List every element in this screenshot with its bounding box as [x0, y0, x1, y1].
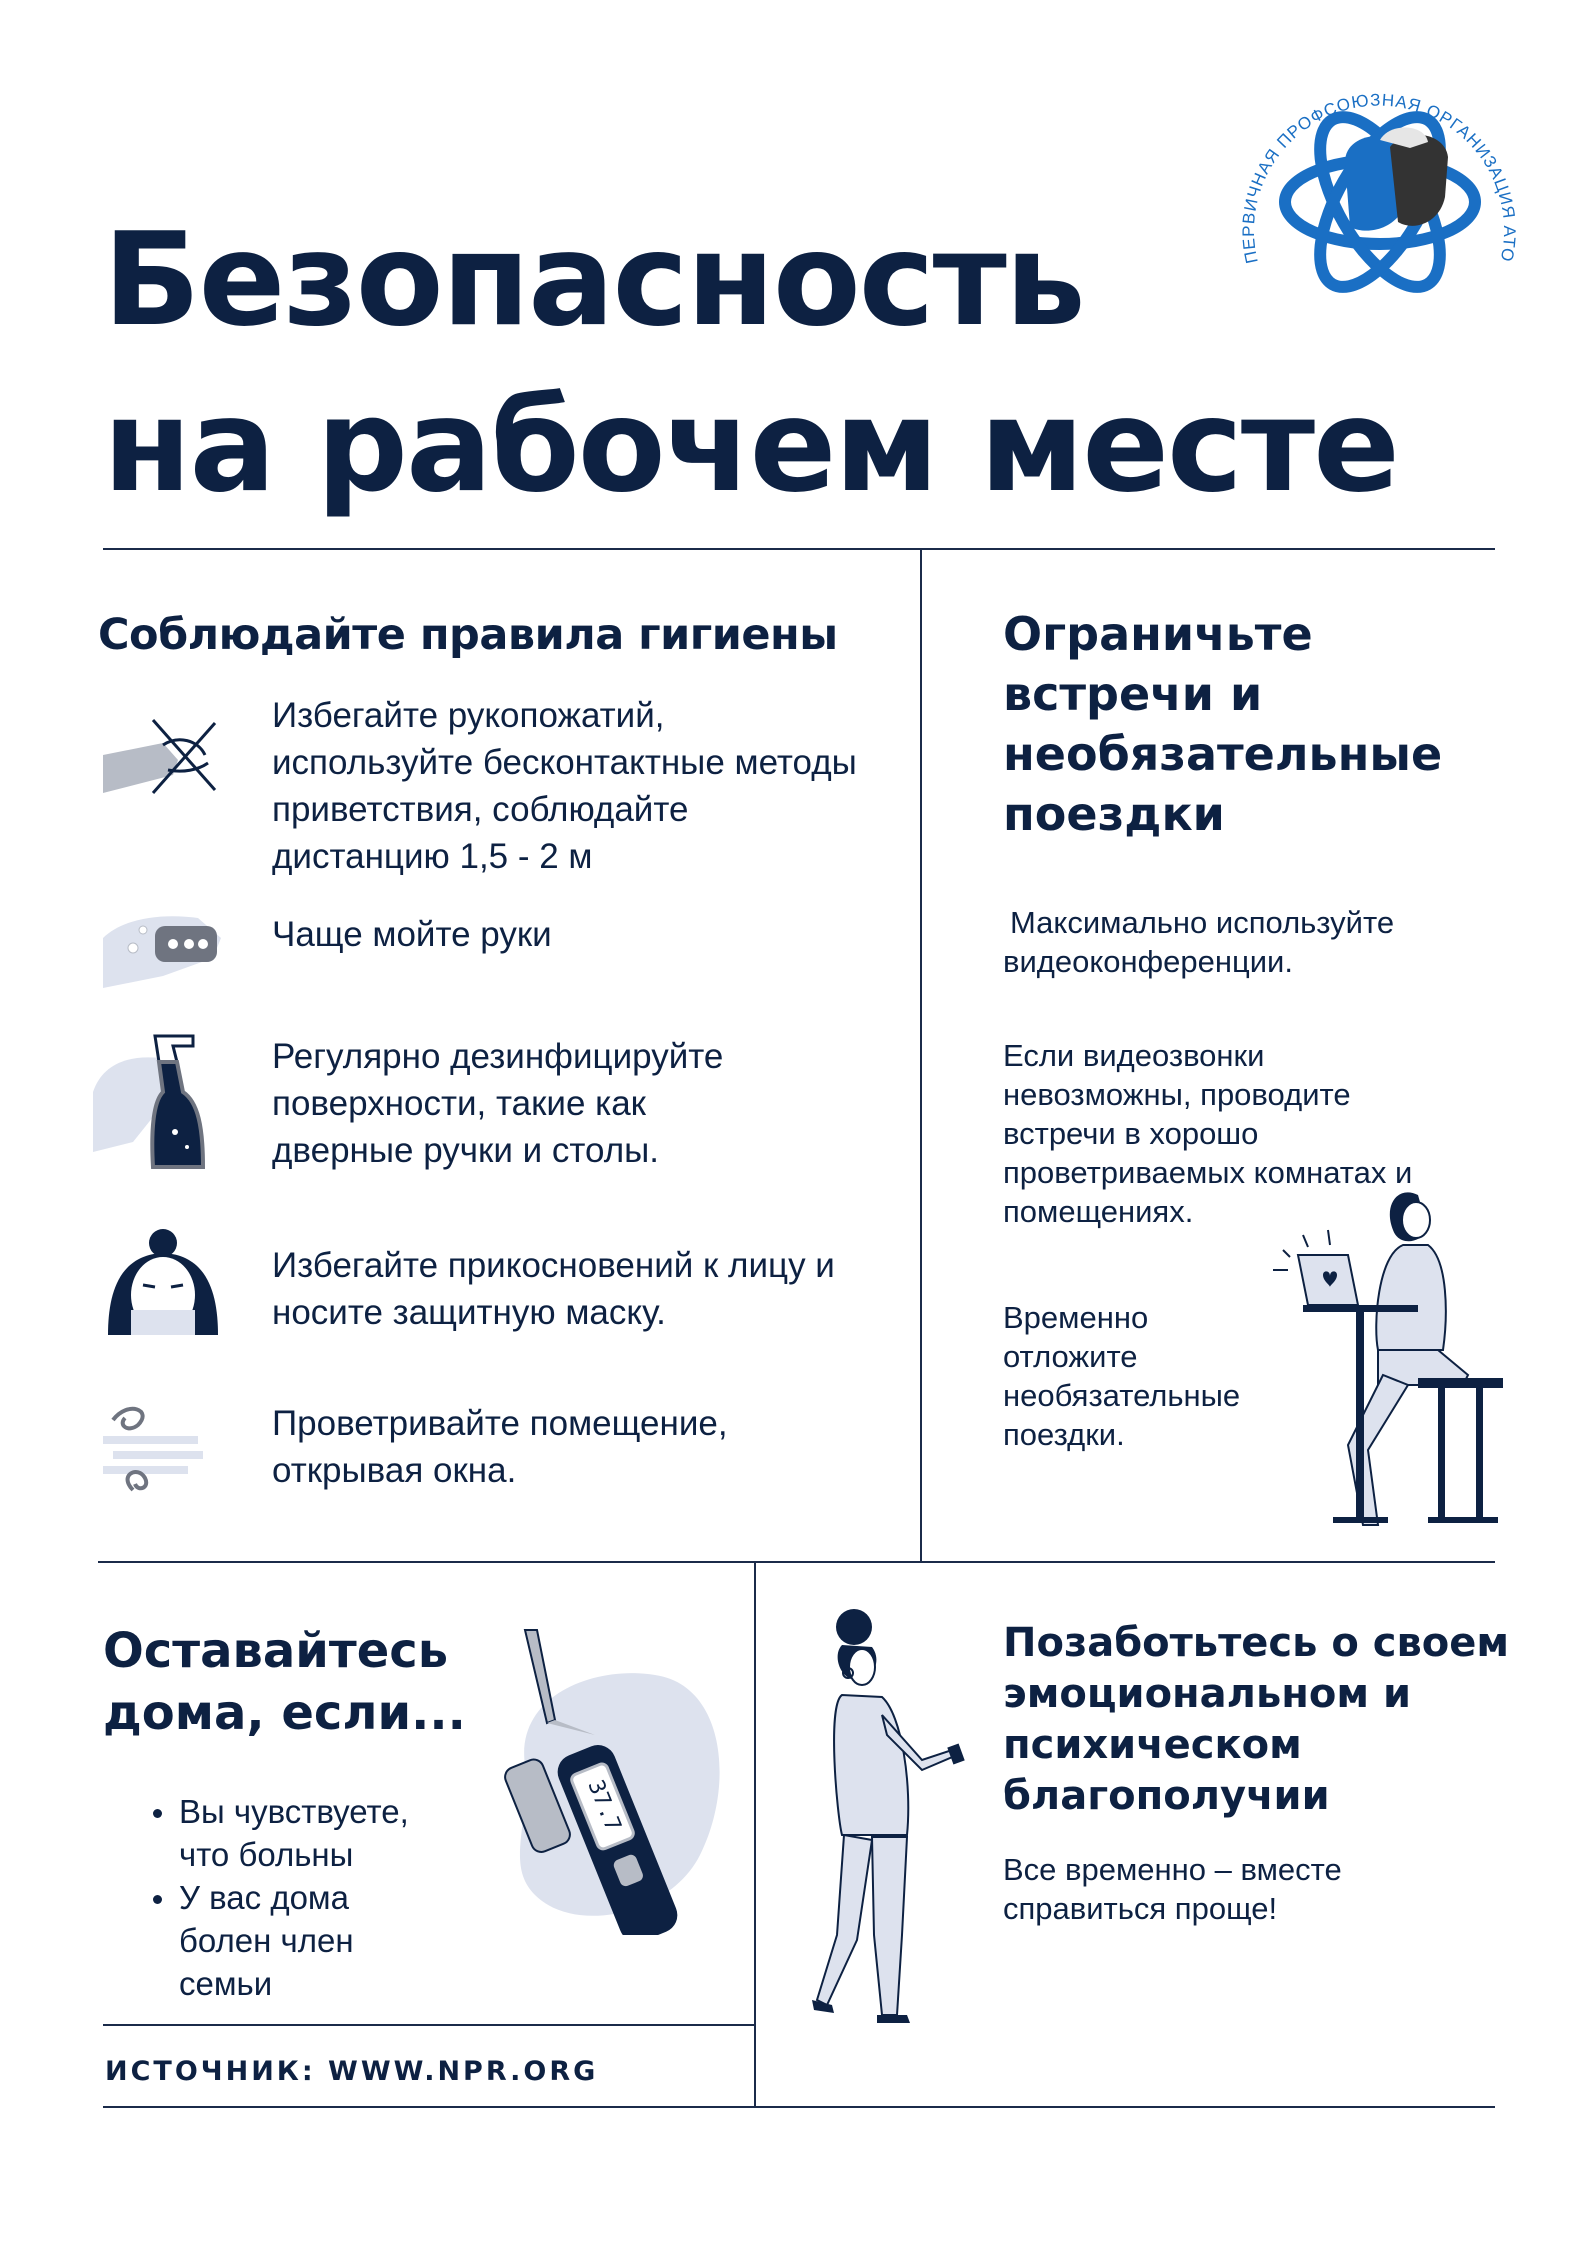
divider-vertical-top — [920, 548, 922, 1562]
hygiene-item-disinfect: Регулярно дезинфицируйте поверхности, такие как дверные ручки и столы. — [272, 1037, 724, 1170]
meetings-paragraph-1: Максимально используйте видеоконференции. — [1003, 905, 1395, 979]
spray-bottle-icon — [93, 1032, 213, 1172]
stay-home-list — [103, 1790, 503, 2005]
logo-ring-text: ПЕРВИЧНАЯ ПРОФСОЮЗНАЯ ОРГАНИЗАЦИЯ АТО — [1238, 90, 1520, 266]
meetings-paragraph-2: Если видеозвонки невозможны, проводите встречи в хорошо проветриваемых комнатах и помещениях. — [1003, 1038, 1413, 1229]
hygiene-item-face: Избегайте прикосновений к лицу и носите защитную маску. — [272, 1246, 835, 1332]
hygiene-item-ventilate: Проветривайте помещение, открывая окна. — [272, 1404, 728, 1490]
meetings-paragraph-3: Временно отложите необязательные поездки. — [1003, 1300, 1241, 1452]
hygiene-heading: Соблюдайте правила гигиены — [98, 610, 838, 660]
divider-top — [103, 548, 1495, 550]
walking-woman-illustration — [812, 1605, 977, 2040]
divider-bottom — [103, 2106, 1495, 2108]
face-mask-icon — [103, 1225, 223, 1340]
hygiene-item-handshake: Избегайте рукопожатий, используйте бесконтактные методы приветствия, соблюдайте дистанцию 1,5 - 2 м — [272, 696, 857, 876]
air-flow-icon — [103, 1400, 213, 1500]
woman-laptop-illustration — [1268, 1175, 1508, 1540]
title-line-2: на рабочем месте — [103, 372, 1398, 521]
no-handshake-icon — [103, 715, 218, 805]
list-item: Вы чувствуете, что больны — [103, 1790, 409, 1876]
wellbeing-heading: Позаботьтесь о своем эмоциональном и психическом благополучии — [1003, 1620, 1510, 1819]
title-line-1: Безопасность — [103, 206, 1084, 355]
list-item: У вас дома болен член семьи — [103, 1876, 449, 2005]
divider-vertical-bottom — [754, 1562, 756, 2108]
hygiene-item-washing: Чаще мойте руки — [272, 915, 552, 954]
source-credit: ИСТОЧНИК: WWW.NPR.ORG — [105, 2056, 599, 2087]
divider-source — [103, 2024, 754, 2026]
thermometer-reading: 37.7 — [582, 1776, 626, 1836]
hand-washing-icon — [103, 898, 223, 990]
wellbeing-text: Все временно – вместе справиться проще! — [1003, 1852, 1342, 1926]
meetings-heading: Ограничьте встречи и необязательные поездки — [1003, 607, 1443, 841]
page-title — [103, 198, 1398, 530]
thermometer-illustration — [485, 1625, 735, 1940]
stay-home-heading: Оставайтесь дома, если... — [103, 1623, 466, 1741]
divider-middle — [98, 1561, 1495, 1563]
